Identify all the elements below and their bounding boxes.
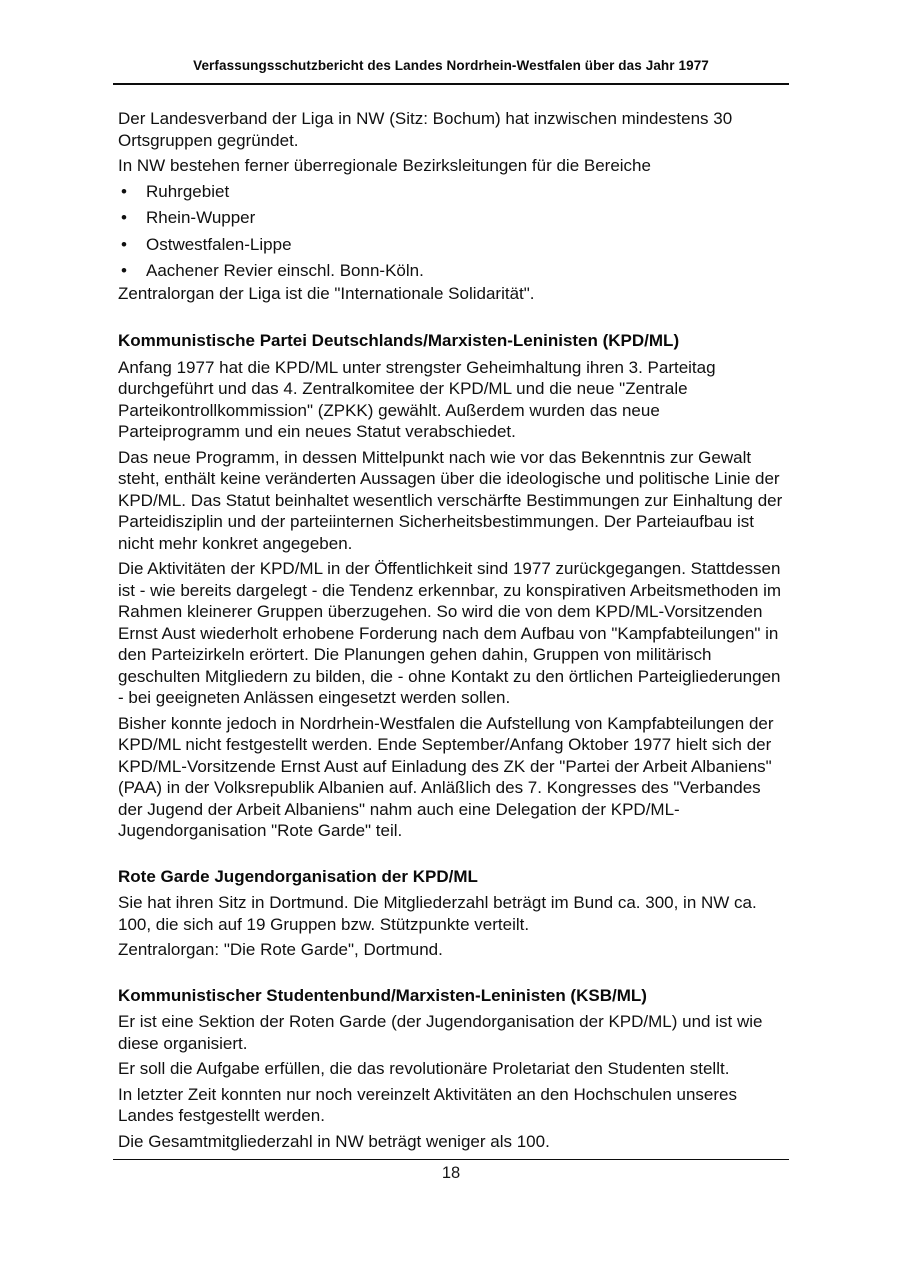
- paragraph: Bisher konnte jedoch in Nordrhein-Westfalen die Aufstellung von Kampfabteilungen der KPD/ML nicht festgestellt werden. Ende September/Anfang Oktober 1977 hielt sich der KPD/ML-Vorsitzende Ernst Aust auf Einladung des ZK der "Partei der Arbeit Albaniens" (PAA) in der Volksrepublik Albanien auf. Anläßlich des 7. Kongresses des "Verbandes der Jugend der Arbeit Albaniens" nahm auch eine Delegation der KPD/ML-Jugendorganisation "Rote Garde" teil.: [118, 713, 774, 840]
- footer-rule: [113, 1159, 789, 1160]
- list-item-label: Aachener Revier einschl. Bonn-Köln.: [146, 261, 424, 280]
- bezirksleitungen-bullet-list: [118, 181, 784, 282]
- paragraph-bezirksleitungen: In NW bestehen ferner überregionale Bezirksleitungen für die Bereiche: [118, 156, 651, 175]
- bullet-icon: •: [121, 261, 127, 280]
- paragraph: Die Gesamtmitgliederzahl in NW beträgt weniger als 100.: [118, 1131, 550, 1151]
- list-item-label: Rhein-Wupper: [146, 208, 256, 227]
- paragraph: Er soll die Aufgabe erfüllen, die das revolutionäre Proletariat den Studenten stellt.: [118, 1059, 730, 1078]
- list-item: [118, 234, 784, 256]
- header-rule: [113, 83, 789, 85]
- paragraph: In letzter Zeit konnten nur noch vereinzelt Aktivitäten an den Hochschulen unseres Landes festgestellt werden.: [118, 1084, 737, 1125]
- paragraph: Anfang 1977 hat die KPD/ML unter strengster Geheimhaltung ihren 3. Parteitag durchgeführt und das 4. Zentralkomitee der KPD/ML und die neue "Zentrale Parteikontrollkommission" (ZPKK) gewählt. Außerdem wurden das neue Parteiprogramm und ein neues Statut verabschiedet.: [118, 357, 716, 441]
- list-item: [118, 207, 784, 229]
- page-content: [118, 108, 784, 1152]
- list-item-label: Ostwestfalen-Lippe: [146, 234, 292, 254]
- section-heading-ksbml: Kommunistischer Studentenbund/Marxisten-Leninisten (KSB/ML): [118, 985, 647, 1005]
- paragraph-zentralorgan-liga: Zentralorgan der Liga ist die "Internationale Solidarität".: [118, 283, 535, 303]
- list-item-label: Ruhrgebiet: [146, 181, 230, 201]
- list-item: [118, 181, 784, 203]
- page-header: [118, 58, 784, 85]
- paragraph: Er ist eine Sektion der Roten Garde (der Jugendorganisation der KPD/ML) und ist wie diese organisiert.: [118, 1012, 763, 1053]
- bullet-icon: •: [121, 234, 127, 254]
- paragraph: Das neue Programm, in dessen Mittelpunkt nach wie vor das Bekenntnis zur Gewalt steht, enthält keine veränderten Aussagen über die ideologische und politische Linie der KPD/ML. Das Statut beinhaltet wesentlich verschärfte Bestimmungen zur Einhaltung der Parteidisziplin und der parteiinternen Sicherheitsbestimmungen. Der Parteiaufbau ist nicht mehr konkret angegeben.: [118, 447, 783, 553]
- page-footer: [118, 1159, 784, 1183]
- paragraph: Die Aktivitäten der KPD/ML in der Öffentlichkeit sind 1977 zurückgegangen. Stattdessen ist - wie bereits dargelegt - die Tendenz erkennbar, zu konspirativen Arbeitsmethoden im Rahmen kleinerer Gruppen überzugehen. So wird die von dem KPD/ML-Vorsitzenden Ernst Aust wiederholt erhobene Forderung nach dem Aufbau von "Kampfabteilungen" in den Parteizirkeln erörtert. Die Planungen gehen dahin, Gruppen von militärisch geschulten Mitgliedern zu bilden, die - ohne Kontakt zu den örtlichen Parteigliederungen - bei geeigneten Anlässen eingesetzt werden sollen.: [118, 559, 782, 707]
- section-heading-rote-garde: Rote Garde Jugendorganisation der KPD/ML: [118, 866, 478, 886]
- bullet-icon: •: [121, 208, 127, 227]
- paragraph: Zentralorgan: "Die Rote Garde", Dortmund.: [118, 940, 443, 959]
- page-number: 18: [441, 1164, 461, 1182]
- bullet-icon: •: [121, 181, 127, 201]
- section-heading-kpdml: Kommunistische Partei Deutschlands/Marxisten-Leninisten (KPD/ML): [118, 331, 680, 350]
- paragraph: Sie hat ihren Sitz in Dortmund. Die Mitgliederzahl beträgt im Bund ca. 300, in NW ca. 100, die sich auf 19 Gruppen bzw. Stützpunkte verteilt.: [118, 893, 757, 934]
- document-header-title: Verfassungsschutzbericht des Landes Nordrhein-Westfalen über das Jahr 1977: [193, 58, 709, 73]
- paragraph-liga-landesverband: Der Landesverband der Liga in NW (Sitz: Bochum) hat inzwischen mindestens 30 Ortsgruppen gegründet.: [118, 109, 733, 150]
- list-item: [118, 260, 784, 282]
